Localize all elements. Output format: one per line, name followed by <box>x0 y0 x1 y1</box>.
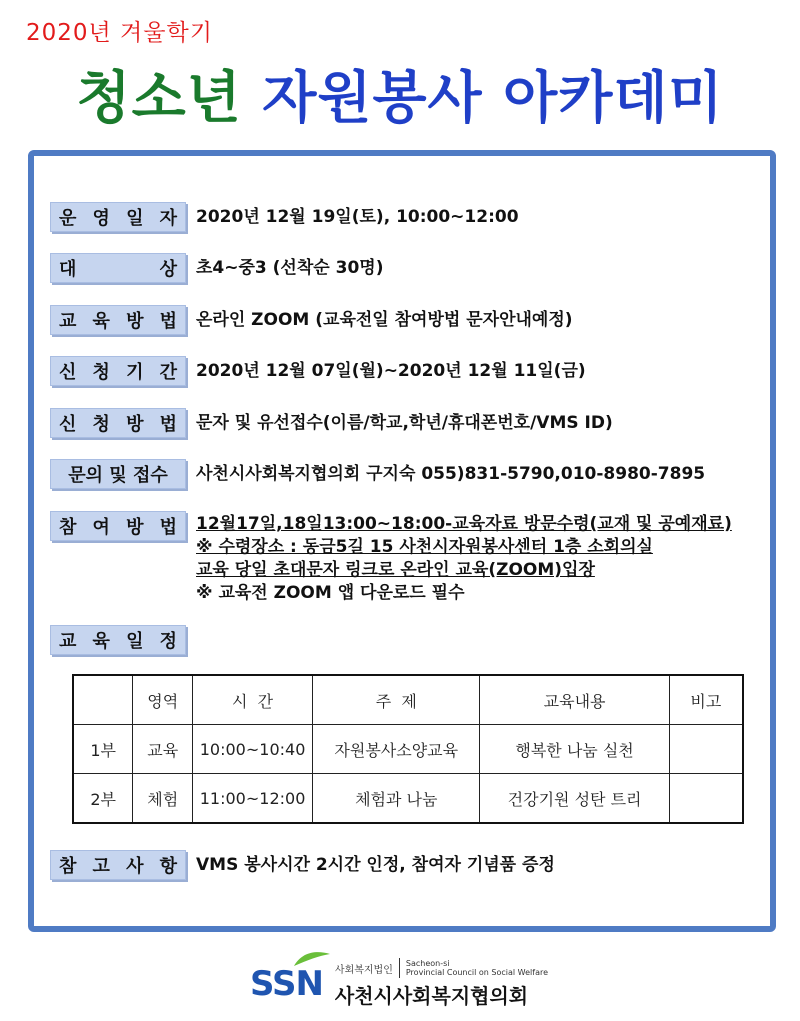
label-apply-period: 신 청 기 간 <box>50 356 186 386</box>
value-target: 초4~중3 (선착순 30명) <box>196 258 384 278</box>
info-row-apply-period <box>50 356 586 386</box>
table-row <box>73 725 743 774</box>
table-cell <box>669 725 743 774</box>
footer-org <box>335 958 548 1009</box>
table-cell <box>669 774 743 824</box>
table-cell: 11:00~12:00 <box>193 774 313 824</box>
table-cell: 체험과 나눔 <box>313 774 480 824</box>
table-cell: 자원봉사소양교육 <box>313 725 480 774</box>
value-apply-method: 문자 및 유선접수(이름/학교,학년/휴대폰번호/VMS ID) <box>196 413 613 433</box>
participation-line-1: 12월17일,18일13:00~18:00-교육자료 방문수령(교재 및 공예재료) <box>196 514 732 534</box>
table-row <box>73 774 743 824</box>
page-title <box>0 54 800 134</box>
info-frame <box>28 150 776 932</box>
org-type: 사회복지법인 <box>334 964 393 976</box>
table-cell: 10:00~10:40 <box>193 725 313 774</box>
ssn-logo: SSN <box>250 964 323 1004</box>
org-en-2: Provincial Council on Social Welfare <box>405 968 548 977</box>
label-contact: 문의 및 접수 <box>50 459 186 489</box>
header-cell: 시 간 <box>193 675 313 725</box>
leaf-icon <box>292 950 332 968</box>
value-notes: VMS 봉사시간 2시간 인정, 참여자 기념품 증정 <box>196 855 555 875</box>
title-blue: 자원봉사 아카데미 <box>262 66 724 131</box>
value-participation <box>196 511 732 605</box>
info-row-notes <box>50 850 555 880</box>
table-cell: 행복한 나눔 실천 <box>480 725 669 774</box>
value-contact: 사천시사회복지협의회 구지숙 055)831-5790,010-8980-7895 <box>196 464 706 484</box>
value-date: 2020년 12월 19일(토), 10:00~12:00 <box>196 207 519 227</box>
schedule-header-row <box>73 675 743 725</box>
label-method: 교 육 방 법 <box>50 305 186 335</box>
label-schedule: 교 육 일 정 <box>50 625 186 655</box>
label-notes: 참 고 사 항 <box>50 850 186 880</box>
value-apply-period: 2020년 12월 07일(월)~2020년 12월 11일(금) <box>196 361 586 381</box>
value-method: 온라인 ZOOM (교육전일 참여방법 문자안내예정) <box>196 310 573 330</box>
header-cell: 주 제 <box>313 675 480 725</box>
info-row-method <box>50 305 573 335</box>
label-apply-method: 신 청 방 법 <box>50 408 186 438</box>
participation-line-4: ※ 교육전 ZOOM 앱 다운로드 필수 <box>196 583 465 603</box>
table-cell: 체험 <box>133 774 193 824</box>
table-cell: 1부 <box>73 725 133 774</box>
title-green: 청소년 <box>76 66 242 131</box>
label-participation: 참 여 방 법 <box>50 511 186 541</box>
header-cell: 비고 <box>669 675 743 725</box>
header-cell: 교육내용 <box>480 675 669 725</box>
footer-logo <box>250 958 548 1009</box>
header-cell: 영역 <box>133 675 193 725</box>
info-row-contact <box>50 459 705 489</box>
label-target: 대 상 <box>50 253 186 283</box>
participation-line-3: 교육 당일 초대문자 링크로 온라인 교육(ZOOM)입장 <box>196 560 595 580</box>
org-name: 사천시사회복지협의회 <box>334 984 529 1008</box>
table-cell: 건강기원 성탄 트리 <box>480 774 669 824</box>
table-cell: 교육 <box>133 725 193 774</box>
label-date: 운 영 일 자 <box>50 202 186 232</box>
schedule-table <box>72 674 744 824</box>
info-row-participation <box>50 511 732 605</box>
info-row-date <box>50 202 519 232</box>
info-row-apply-method <box>50 408 613 438</box>
header-cell <box>73 675 133 725</box>
divider <box>399 958 400 978</box>
info-row-schedule <box>50 625 186 655</box>
participation-line-2: ※ 수령장소 : 동금5길 15 사천시자원봉사센터 1층 소회의실 <box>196 537 653 557</box>
info-row-target <box>50 253 383 283</box>
table-cell: 2부 <box>73 774 133 824</box>
subtitle: 2020년 겨울학기 <box>26 20 213 46</box>
org-en-1: Sacheon-si <box>405 959 450 968</box>
